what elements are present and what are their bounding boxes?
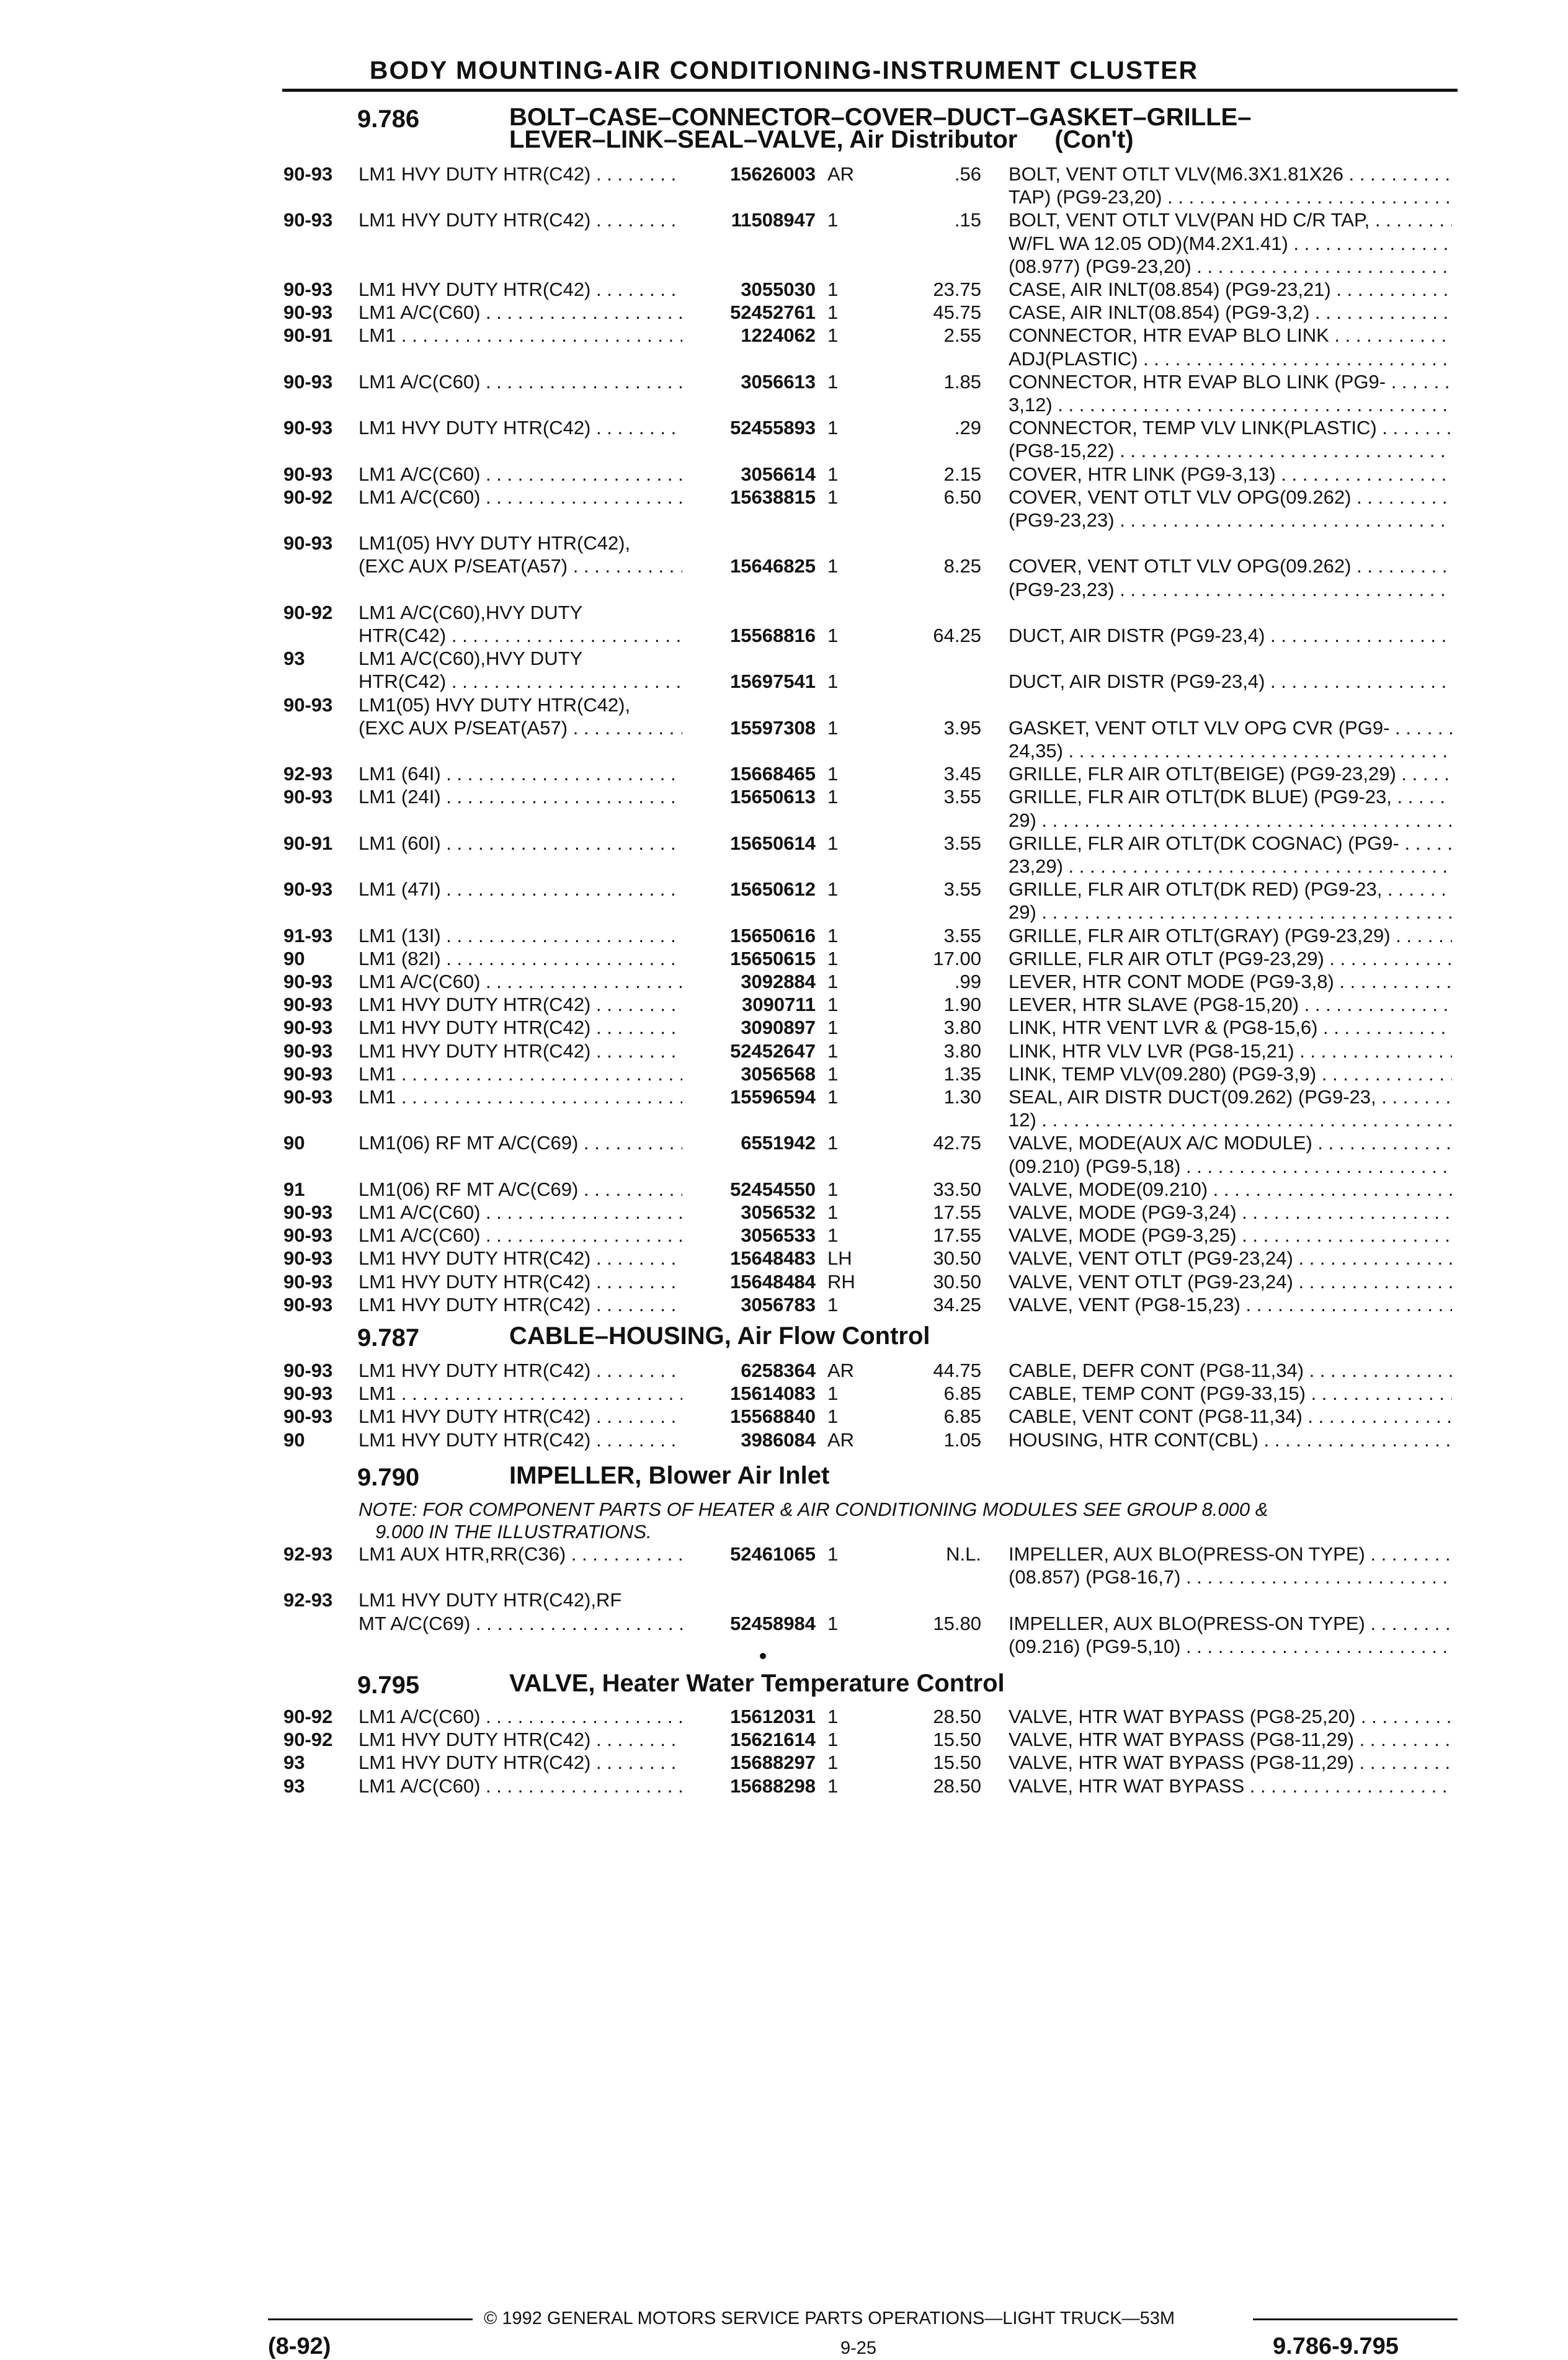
quantity: 1 bbox=[827, 924, 839, 946]
description: VALVE, VENT OTLT (PG9-23,24) . . . bbox=[1009, 1271, 1452, 1293]
application: LM1 . . . bbox=[359, 324, 682, 347]
description: BOLT, VENT OTLT VLV(M6.3X1.81X26 . . . bbox=[1009, 163, 1452, 185]
description: DUCT, AIR DISTR (PG9-23,4) . . . bbox=[1009, 625, 1452, 647]
quantity: 1 bbox=[827, 370, 839, 393]
description: 3,12) . . . bbox=[1009, 394, 1452, 416]
application: LM1 HVY DUTY HTR(C42) . . . bbox=[359, 209, 682, 231]
model-year: 90 bbox=[283, 1428, 305, 1451]
description: CASE, AIR INLT(08.854) (PG9-3,2) . . . bbox=[1009, 301, 1452, 324]
model-year: 90-93 bbox=[283, 1040, 333, 1062]
model-year: 90 bbox=[283, 1132, 305, 1154]
quantity: 1 bbox=[827, 1543, 839, 1565]
model-year: 90-91 bbox=[283, 324, 333, 347]
price: 1.35 bbox=[943, 1062, 981, 1085]
application: LM1 HVY DUTY HTR(C42) . . . bbox=[359, 1752, 682, 1774]
model-year: 90 bbox=[283, 947, 305, 969]
part-number: 15612031 bbox=[730, 1706, 816, 1727]
quantity: 1 bbox=[827, 832, 839, 854]
description: COVER, HTR LINK (PG9-3,13) . . . bbox=[1009, 463, 1452, 486]
section-note-line1: NOTE: FOR COMPONENT PARTS OF HEATER & AIR CONDITIONING MODULES SEE GROUP 8.000 & bbox=[359, 1498, 1268, 1520]
application: HTR(C42) . . . bbox=[359, 670, 682, 693]
part-number: 3055030 bbox=[741, 278, 816, 300]
quantity: 1 bbox=[827, 1405, 839, 1428]
application: LM1 (24I) . . . bbox=[359, 786, 682, 808]
part-number: 15597308 bbox=[730, 716, 816, 739]
section-note-line2: 9.000 IN THE ILLUSTRATIONS. bbox=[375, 1521, 652, 1543]
application: LM1 HVY DUTY HTR(C42) . . . bbox=[359, 1017, 682, 1039]
application: LM1 . . . bbox=[359, 1063, 682, 1085]
model-year: 90-93 bbox=[283, 1201, 333, 1223]
model-year: 91 bbox=[283, 1178, 305, 1200]
part-number: 52452647 bbox=[730, 1040, 816, 1062]
model-year: 90-92 bbox=[283, 1729, 333, 1751]
quantity: 1 bbox=[827, 463, 839, 485]
quantity: 1 bbox=[827, 1293, 839, 1316]
header-rule bbox=[282, 89, 1458, 92]
model-year: 90-93 bbox=[283, 1086, 333, 1108]
model-year: 90-93 bbox=[283, 1247, 333, 1270]
application: LM1 HVY DUTY HTR(C42) . . . bbox=[359, 1247, 682, 1270]
description: LEVER, HTR CONT MODE (PG9-3,8) . . . bbox=[1009, 971, 1452, 993]
price: .29 bbox=[954, 417, 981, 439]
quantity: RH bbox=[827, 1270, 855, 1293]
part-number: 3056532 bbox=[741, 1201, 816, 1223]
model-year: 93 bbox=[283, 1752, 305, 1774]
application: HTR(C42) . . . bbox=[359, 625, 682, 647]
price: 17.55 bbox=[933, 1224, 981, 1247]
application: LM1 A/C(C60) . . . bbox=[359, 1775, 682, 1797]
part-number: 15650615 bbox=[730, 947, 816, 969]
price: 3.80 bbox=[943, 1040, 981, 1062]
description: (08.857) (PG8-16,7) . . . bbox=[1009, 1566, 1452, 1588]
price: 28.50 bbox=[933, 1706, 981, 1727]
footer-date: (8-92) bbox=[268, 2333, 331, 2359]
quantity: 1 bbox=[827, 1224, 839, 1247]
description: CONNECTOR, HTR EVAP BLO LINK (PG9- . . . bbox=[1009, 371, 1452, 393]
description: GRILLE, FLR AIR OTLT(DK RED) (PG9-23, . . . bbox=[1009, 878, 1452, 901]
quantity: AR bbox=[827, 163, 855, 185]
application: LM1 HVY DUTY HTR(C42) . . . bbox=[359, 1429, 682, 1451]
application: LM1 HVY DUTY HTR(C42) . . . bbox=[359, 1294, 682, 1316]
price: 3.55 bbox=[943, 832, 981, 854]
model-year: 90-93 bbox=[283, 209, 333, 231]
description: VALVE, MODE (PG9-3,24) . . . bbox=[1009, 1201, 1452, 1224]
model-year: 90-93 bbox=[283, 1017, 333, 1039]
application: LM1 HVY DUTY HTR(C42) . . . bbox=[359, 163, 682, 185]
quantity: 1 bbox=[827, 763, 839, 785]
price: 3.95 bbox=[943, 716, 981, 739]
model-year: 90-93 bbox=[283, 1405, 333, 1428]
part-number: 1224062 bbox=[741, 324, 816, 347]
application: LM1 HVY DUTY HTR(C42) . . . bbox=[359, 994, 682, 1016]
description: 29) . . . bbox=[1009, 809, 1452, 832]
section-title: VALVE, Heater Water Temperature Control bbox=[509, 1670, 1005, 1697]
description: VALVE, VENT OTLT (PG9-23,24) . . . bbox=[1009, 1247, 1452, 1270]
application: LM1 (47I) . . . bbox=[359, 878, 682, 901]
description: CABLE, TEMP CONT (PG9-33,15) . . . bbox=[1009, 1383, 1452, 1405]
bullet-mark bbox=[760, 1653, 766, 1659]
model-year: 90-92 bbox=[283, 601, 333, 623]
price: 23.75 bbox=[933, 278, 981, 300]
description: GRILLE, FLR AIR OTLT (PG9-23,29) . . . bbox=[1009, 948, 1452, 970]
price: 1.30 bbox=[943, 1086, 981, 1108]
price: 3.55 bbox=[943, 878, 981, 901]
description: VALVE, HTR WAT BYPASS (PG8-25,20) . . . bbox=[1009, 1706, 1452, 1728]
application: LM1 HVY DUTY HTR(C42) . . . bbox=[359, 417, 682, 439]
part-number: 52454550 bbox=[730, 1178, 816, 1200]
model-year: 90-93 bbox=[283, 370, 333, 393]
description: HOUSING, HTR CONT(CBL) . . . bbox=[1009, 1429, 1452, 1451]
application: LM1 A/C(C60) . . . bbox=[359, 1224, 682, 1247]
quantity: 1 bbox=[827, 878, 839, 901]
section-title-line2 bbox=[509, 128, 1134, 151]
application: LM1 AUX HTR,RR(C36) . . . bbox=[359, 1543, 682, 1565]
model-year: 90-93 bbox=[283, 693, 333, 716]
model-year: 91-93 bbox=[283, 924, 333, 946]
part-number: 3092884 bbox=[741, 971, 816, 992]
model-year: 92-93 bbox=[283, 763, 333, 785]
part-number: 15688298 bbox=[730, 1774, 816, 1797]
part-number: 3056533 bbox=[741, 1224, 816, 1247]
model-year: 90-92 bbox=[283, 486, 333, 508]
description: COVER, VENT OTLT VLV OPG(09.262) . . . bbox=[1009, 486, 1452, 509]
description: IMPELLER, AUX BLO(PRESS-ON TYPE) . . . bbox=[1009, 1613, 1452, 1635]
price: 3.55 bbox=[943, 924, 981, 946]
part-number: 3986084 bbox=[741, 1428, 816, 1451]
application: LM1 A/C(C60),HVY DUTY bbox=[359, 601, 583, 623]
price: 15.80 bbox=[933, 1612, 981, 1634]
part-number: 52452761 bbox=[730, 301, 816, 324]
price: 33.50 bbox=[933, 1178, 981, 1200]
description: (09.210) (PG9-5,18) . . . bbox=[1009, 1156, 1452, 1178]
price: 6.50 bbox=[943, 486, 981, 508]
description: IMPELLER, AUX BLO(PRESS-ON TYPE) . . . bbox=[1009, 1543, 1452, 1565]
section-continued: (Con't) bbox=[1054, 126, 1134, 153]
model-year: 90-93 bbox=[283, 1360, 333, 1381]
price: 8.25 bbox=[943, 555, 981, 577]
price: 30.50 bbox=[933, 1247, 981, 1270]
model-year: 93 bbox=[283, 1774, 305, 1797]
price: 1.85 bbox=[943, 370, 981, 393]
quantity: 1 bbox=[827, 1178, 839, 1200]
part-number: 15614083 bbox=[730, 1383, 816, 1405]
part-number: 15568816 bbox=[730, 625, 816, 646]
description: CASE, AIR INLT(08.854) (PG9-23,21) . . . bbox=[1009, 278, 1452, 301]
section-title: IMPELLER, Blower Air Inlet bbox=[509, 1462, 830, 1489]
price: 28.50 bbox=[933, 1774, 981, 1797]
description: BOLT, VENT OTLT VLV(PAN HD C/R TAP, . . . bbox=[1009, 209, 1452, 231]
part-number: 15648484 bbox=[730, 1270, 816, 1293]
price: 15.50 bbox=[933, 1752, 981, 1774]
part-number: 15568840 bbox=[730, 1405, 816, 1428]
price: .15 bbox=[954, 209, 981, 231]
model-year: 93 bbox=[283, 648, 305, 670]
footer-rule-right bbox=[1253, 2318, 1458, 2320]
application: LM1 (64I) . . . bbox=[359, 763, 682, 785]
quantity: 1 bbox=[827, 1774, 839, 1797]
description: ADJ(PLASTIC) . . . bbox=[1009, 348, 1452, 370]
model-year: 90-93 bbox=[283, 163, 333, 185]
quantity: 1 bbox=[827, 1612, 839, 1634]
part-number: 52458984 bbox=[730, 1612, 816, 1634]
application: LM1 A/C(C60) . . . bbox=[359, 371, 682, 393]
application: LM1(05) HVY DUTY HTR(C42), bbox=[359, 693, 631, 716]
quantity: 1 bbox=[827, 1752, 839, 1774]
application: LM1 . . . bbox=[359, 1383, 682, 1405]
section-title: CABLE–HOUSING, Air Flow Control bbox=[509, 1322, 930, 1350]
quantity: 1 bbox=[827, 1383, 839, 1405]
application: LM1 . . . bbox=[359, 1086, 682, 1108]
quantity: 1 bbox=[827, 417, 839, 439]
description: CONNECTOR, TEMP VLV LINK(PLASTIC) . . . bbox=[1009, 417, 1452, 439]
model-year: 92-93 bbox=[283, 1589, 333, 1611]
description: TAP) (PG9-23,20) . . . bbox=[1009, 186, 1452, 208]
part-number: 15648483 bbox=[730, 1247, 816, 1270]
price: 6.85 bbox=[943, 1383, 981, 1405]
quantity: 1 bbox=[827, 1017, 839, 1039]
part-number: 6551942 bbox=[741, 1132, 816, 1154]
quantity: 1 bbox=[827, 324, 839, 347]
price: 34.25 bbox=[933, 1293, 981, 1316]
description: (09.216) (PG9-5,10) . . . bbox=[1009, 1636, 1452, 1658]
application: LM1(06) RF MT A/C(C69) . . . bbox=[359, 1132, 682, 1154]
description: LINK, HTR VLV LVR (PG8-15,21) . . . bbox=[1009, 1040, 1452, 1062]
model-year: 90-93 bbox=[283, 1293, 333, 1316]
model-year: 90-93 bbox=[283, 994, 333, 1016]
description: VALVE, HTR WAT BYPASS . . . bbox=[1009, 1775, 1452, 1797]
part-number: 15646825 bbox=[730, 555, 816, 577]
quantity: 1 bbox=[827, 1086, 839, 1108]
application: (EXC AUX P/SEAT(A57) . . . bbox=[359, 555, 682, 577]
part-number: 11508947 bbox=[731, 209, 816, 231]
description: CABLE, VENT CONT (PG8-11,34) . . . bbox=[1009, 1405, 1452, 1428]
part-number: 15650614 bbox=[730, 832, 816, 854]
application: LM1 HVY DUTY HTR(C42) . . . bbox=[359, 1729, 682, 1751]
description: VALVE, HTR WAT BYPASS (PG8-11,29) . . . bbox=[1009, 1752, 1452, 1774]
quantity: 1 bbox=[827, 1729, 839, 1751]
part-number: 52455893 bbox=[730, 417, 816, 439]
description: 12) . . . bbox=[1009, 1109, 1452, 1131]
price: 6.85 bbox=[943, 1405, 981, 1428]
model-year: 90-93 bbox=[283, 1062, 333, 1085]
description: GRILLE, FLR AIR OTLT(DK COGNAC) (PG9- . . . bbox=[1009, 832, 1452, 855]
description: CABLE, DEFR CONT (PG8-11,34) . . . bbox=[1009, 1360, 1452, 1382]
quantity: 1 bbox=[827, 716, 839, 739]
model-year: 90-93 bbox=[283, 1224, 333, 1247]
description: GRILLE, FLR AIR OTLT(DK BLUE) (PG9-23, . . . bbox=[1009, 786, 1452, 808]
footer-page-number: 9-25 bbox=[840, 2338, 877, 2358]
application: LM1 HVY DUTY HTR(C42) . . . bbox=[359, 1271, 682, 1293]
description: CONNECTOR, HTR EVAP BLO LINK . . . bbox=[1009, 324, 1452, 347]
price: 45.75 bbox=[933, 301, 981, 324]
part-number: 15697541 bbox=[730, 670, 816, 693]
quantity: 1 bbox=[827, 555, 839, 577]
part-number: 15596594 bbox=[730, 1086, 816, 1108]
part-number: 3090897 bbox=[741, 1017, 816, 1039]
price: 3.80 bbox=[943, 1017, 981, 1039]
part-number: 6258364 bbox=[741, 1360, 816, 1381]
description: (08.977) (PG9-23,20) . . . bbox=[1009, 256, 1452, 278]
quantity: 1 bbox=[827, 1040, 839, 1062]
quantity: 1 bbox=[827, 670, 839, 693]
quantity: 1 bbox=[827, 786, 839, 808]
description: DUCT, AIR DISTR (PG9-23,4) . . . bbox=[1009, 670, 1452, 693]
price: 64.25 bbox=[933, 625, 981, 646]
part-number: 15621614 bbox=[730, 1729, 816, 1751]
section-number: 9.795 bbox=[357, 1672, 420, 1699]
price: 30.50 bbox=[933, 1270, 981, 1293]
section-number: 9.787 bbox=[357, 1324, 420, 1351]
description: VALVE, MODE(09.210) . . . bbox=[1009, 1178, 1452, 1201]
model-year: 90-93 bbox=[283, 1270, 333, 1293]
part-number: 15668465 bbox=[730, 763, 816, 785]
application: LM1 HVY DUTY HTR(C42) . . . bbox=[359, 1040, 682, 1062]
description: COVER, VENT OTLT VLV OPG(09.262) . . . bbox=[1009, 555, 1452, 577]
description: VALVE, VENT (PG8-15,23) . . . bbox=[1009, 1294, 1452, 1316]
description: (PG9-23,23) . . . bbox=[1009, 579, 1452, 601]
price: 1.05 bbox=[943, 1428, 981, 1451]
part-number: 3056613 bbox=[741, 370, 816, 393]
model-year: 90-93 bbox=[283, 463, 333, 485]
description: LINK, HTR VENT LVR & (PG8-15,6) . . . bbox=[1009, 1017, 1452, 1039]
application: LM1 HVY DUTY HTR(C42) . . . bbox=[359, 278, 682, 301]
price: 1.90 bbox=[943, 994, 981, 1016]
quantity: 1 bbox=[827, 278, 839, 300]
quantity: 1 bbox=[827, 209, 839, 231]
page-header: BODY MOUNTING-AIR CONDITIONING-INSTRUMENT CLUSTER bbox=[369, 56, 1199, 84]
description: (PG9-23,23) . . . bbox=[1009, 509, 1452, 532]
application: (EXC AUX P/SEAT(A57) . . . bbox=[359, 717, 682, 739]
application: LM1 HVY DUTY HTR(C42) . . . bbox=[359, 1360, 682, 1382]
application: LM1(06) RF MT A/C(C69) . . . bbox=[359, 1178, 682, 1201]
price: N.L. bbox=[946, 1543, 981, 1565]
model-year: 90-93 bbox=[283, 532, 333, 554]
model-year: 90-91 bbox=[283, 832, 333, 854]
description: (PG8-15,22) . . . bbox=[1009, 440, 1452, 462]
model-year: 90-93 bbox=[283, 417, 333, 439]
description: GRILLE, FLR AIR OTLT(GRAY) (PG9-23,29) . . . bbox=[1009, 925, 1452, 947]
price: .56 bbox=[954, 163, 981, 185]
quantity: 1 bbox=[827, 971, 839, 992]
footer-section-range: 9.786-9.795 bbox=[1273, 2333, 1399, 2359]
price: 42.75 bbox=[933, 1132, 981, 1154]
application: LM1(05) HVY DUTY HTR(C42), bbox=[359, 532, 631, 554]
application: MT A/C(C69) . . . bbox=[359, 1613, 682, 1635]
quantity: AR bbox=[827, 1360, 855, 1381]
description: LINK, TEMP VLV(09.280) (PG9-3,9) . . . bbox=[1009, 1063, 1452, 1085]
application: LM1 A/C(C60) . . . bbox=[359, 971, 682, 993]
quantity: 1 bbox=[827, 301, 839, 324]
model-year: 90-93 bbox=[283, 1383, 333, 1405]
price: 2.55 bbox=[943, 324, 981, 347]
quantity: 1 bbox=[827, 1201, 839, 1223]
section-number: 9.790 bbox=[357, 1464, 420, 1491]
model-year: 90-93 bbox=[283, 971, 333, 992]
part-number: 3056783 bbox=[741, 1293, 816, 1316]
quantity: 1 bbox=[827, 486, 839, 508]
footer-rule-left bbox=[268, 2318, 473, 2320]
part-number: 3056614 bbox=[741, 463, 816, 485]
application: LM1 (13I) . . . bbox=[359, 925, 682, 947]
price: 17.00 bbox=[933, 947, 981, 969]
part-number: 52461065 bbox=[730, 1543, 816, 1565]
model-year: 92-93 bbox=[283, 1543, 333, 1565]
price: 3.55 bbox=[943, 786, 981, 808]
quantity: AR bbox=[827, 1428, 855, 1451]
section-title-line1: BOLT–CASE–CONNECTOR–COVER–DUCT–GASKET–GRILLE– bbox=[509, 104, 1252, 131]
description: LEVER, HTR SLAVE (PG8-15,20) . . . bbox=[1009, 994, 1452, 1016]
model-year: 90-93 bbox=[283, 786, 333, 808]
description: GASKET, VENT OTLT VLV OPG CVR (PG9- . . . bbox=[1009, 717, 1452, 739]
part-number: 3056568 bbox=[741, 1062, 816, 1085]
application: LM1 HVY DUTY HTR(C42),RF bbox=[359, 1589, 622, 1611]
description: 24,35) . . . bbox=[1009, 740, 1452, 762]
part-number: 15650613 bbox=[730, 786, 816, 808]
footer-copyright: © 1992 GENERAL MOTORS SERVICE PARTS OPERATIONS—LIGHT TRUCK—53M bbox=[484, 2309, 1175, 2328]
description: 29) . . . bbox=[1009, 901, 1452, 924]
part-number: 15650612 bbox=[730, 878, 816, 901]
section-number: 9.786 bbox=[357, 105, 420, 133]
quantity: 1 bbox=[827, 1132, 839, 1154]
part-number: 15626003 bbox=[730, 163, 816, 185]
description: SEAL, AIR DISTR DUCT(09.262) (PG9-23, . . . bbox=[1009, 1086, 1452, 1108]
part-number: 15650616 bbox=[730, 924, 816, 946]
quantity: LH bbox=[827, 1247, 852, 1270]
price: 2.15 bbox=[943, 463, 981, 485]
price: .99 bbox=[954, 971, 981, 992]
description: VALVE, HTR WAT BYPASS (PG8-11,29) . . . bbox=[1009, 1729, 1452, 1751]
description: W/FL WA 12.05 OD)(M4.2X1.41) . . . bbox=[1009, 233, 1452, 255]
model-year: 90-93 bbox=[283, 278, 333, 300]
application: LM1 (60I) . . . bbox=[359, 832, 682, 855]
quantity: 1 bbox=[827, 947, 839, 969]
application: LM1 A/C(C60) . . . bbox=[359, 1201, 682, 1224]
part-number: 15638815 bbox=[730, 486, 816, 508]
application: LM1 A/C(C60) . . . bbox=[359, 486, 682, 509]
quantity: 1 bbox=[827, 1062, 839, 1085]
application: LM1 (82I) . . . bbox=[359, 948, 682, 970]
quantity: 1 bbox=[827, 1706, 839, 1727]
application: LM1 A/C(C60) . . . bbox=[359, 1706, 682, 1728]
price: 15.50 bbox=[933, 1729, 981, 1751]
application: LM1 A/C(C60) . . . bbox=[359, 301, 682, 324]
description: 23,29) . . . bbox=[1009, 855, 1452, 878]
part-number: 3090711 bbox=[742, 994, 816, 1016]
description: VALVE, MODE (PG9-3,25) . . . bbox=[1009, 1224, 1452, 1247]
application: LM1 HVY DUTY HTR(C42) . . . bbox=[359, 1405, 682, 1428]
application: LM1 A/C(C60),HVY DUTY bbox=[359, 648, 583, 670]
price: 17.55 bbox=[933, 1201, 981, 1223]
section-title-text: LEVER–LINK–SEAL–VALVE, Air Distributor bbox=[509, 126, 1018, 153]
price: 3.45 bbox=[943, 763, 981, 785]
application: LM1 A/C(C60) . . . bbox=[359, 463, 682, 486]
description: GRILLE, FLR AIR OTLT(BEIGE) (PG9-23,29) . . . bbox=[1009, 763, 1452, 785]
quantity: 1 bbox=[827, 625, 839, 646]
quantity: 1 bbox=[827, 994, 839, 1016]
description: VALVE, MODE(AUX A/C MODULE) . . . bbox=[1009, 1132, 1452, 1154]
model-year: 90-92 bbox=[283, 1706, 333, 1727]
model-year: 90-93 bbox=[283, 301, 333, 324]
part-number: 15688297 bbox=[730, 1752, 816, 1774]
model-year: 90-93 bbox=[283, 878, 333, 901]
price: 44.75 bbox=[933, 1360, 981, 1381]
